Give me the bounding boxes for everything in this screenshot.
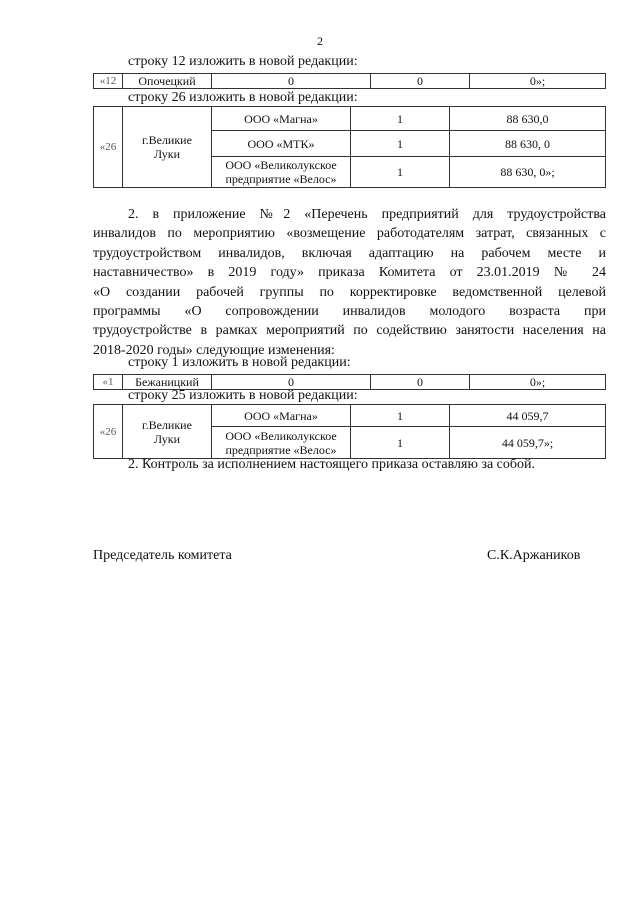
table-cell: 88 630, 0»; — [450, 157, 606, 188]
table-cell: «26 — [94, 107, 123, 188]
table-cell — [212, 107, 351, 131]
paragraph-line: 2018-2020 годы» следующие изменения: — [93, 342, 335, 358]
table-cell — [212, 405, 351, 427]
table-cell: 0 — [212, 74, 371, 89]
table-cell: 0 — [371, 375, 470, 390]
table-cell: «12 — [94, 74, 123, 89]
city-line: Луки — [153, 147, 181, 161]
intro-row-12: строку 12 изложить в новой редакции: — [128, 54, 358, 69]
table-cell: 44 059,7 — [450, 405, 606, 427]
org-line: ООО «Магна» — [244, 408, 318, 423]
intro-row-1: строку 1 изложить в новой редакции: — [128, 355, 351, 370]
table-cell: 1 — [351, 405, 450, 427]
table-cell: 44 059,7»; — [450, 427, 606, 459]
org-line: ООО «Магна» — [244, 111, 318, 126]
table-cell: Бежаницкий — [123, 375, 212, 390]
signature-name: С.К.Аржаников — [487, 548, 581, 563]
table-row-25 — [93, 404, 606, 459]
table-cell: «1 — [94, 375, 123, 390]
city-line: Луки — [153, 431, 181, 446]
table-cell: 0 — [371, 74, 470, 89]
table-cell: 0»; — [470, 74, 606, 89]
signature-position: Председатель комитета — [93, 548, 232, 563]
city-line: г.Великие — [142, 133, 192, 147]
page-number: 2 — [317, 34, 323, 48]
table-cell: 1 — [351, 157, 450, 188]
table-cell: 0»; — [470, 375, 606, 390]
org-line: ООО «МТК» — [247, 136, 315, 151]
paragraph-line: трудоустройстве в рамках мероприятий по содействию занятости населения на — [93, 323, 606, 339]
city-line: г.Великие — [142, 417, 192, 432]
paragraph-line: инвалидов по мероприятию «возмещение работодателям затрат, связанных с — [93, 226, 606, 242]
paragraph-line: «О создании рабочей группы по корректировке ведомственной целевой — [93, 284, 606, 300]
org-line: предприятие «Велос» — [225, 442, 337, 457]
org-line: ООО «Великолукское — [225, 428, 337, 443]
table-cell: 88 630,0 — [450, 107, 606, 131]
paragraph-line: трудоустройством инвалидов, включая адаптацию на рабочем месте и — [93, 245, 606, 261]
table-cell — [123, 405, 212, 459]
intro-row-26: строку 26 изложить в новой редакции: — [128, 90, 358, 105]
table-cell — [212, 157, 351, 188]
paragraph-line: 2. в приложение №2 «Перечень предприятий для трудоустройства — [128, 207, 606, 222]
paragraph-line: программы «О сопровождении инвалидов молодого возраста при — [93, 304, 606, 320]
table-row-26 — [93, 106, 606, 188]
table-cell: 1 — [351, 131, 450, 157]
table-cell — [123, 107, 212, 188]
table-cell: «26 — [94, 405, 123, 459]
table-cell: Опочецкий — [123, 74, 212, 89]
paragraph-line: наставничество» в 2019 году» приказа Комитета от 23.01.2019 № 24 — [93, 265, 606, 281]
org-line: ООО «Великолукское — [225, 158, 337, 172]
table-cell — [212, 427, 351, 459]
intro-row-25: строку 25 изложить в новой редакции: — [128, 388, 358, 403]
table-cell: 1 — [351, 427, 450, 459]
paragraph-3: 2. Контроль за исполнением настоящего приказа оставляю за собой. — [128, 457, 536, 472]
table-cell: 88 630, 0 — [450, 131, 606, 157]
table-cell — [212, 131, 351, 157]
paragraph-2 — [93, 205, 606, 360]
table-row-12 — [93, 73, 606, 89]
table-cell: 0 — [212, 375, 371, 390]
org-line: предприятие «Велос» — [225, 172, 337, 186]
table-cell: 1 — [351, 107, 450, 131]
